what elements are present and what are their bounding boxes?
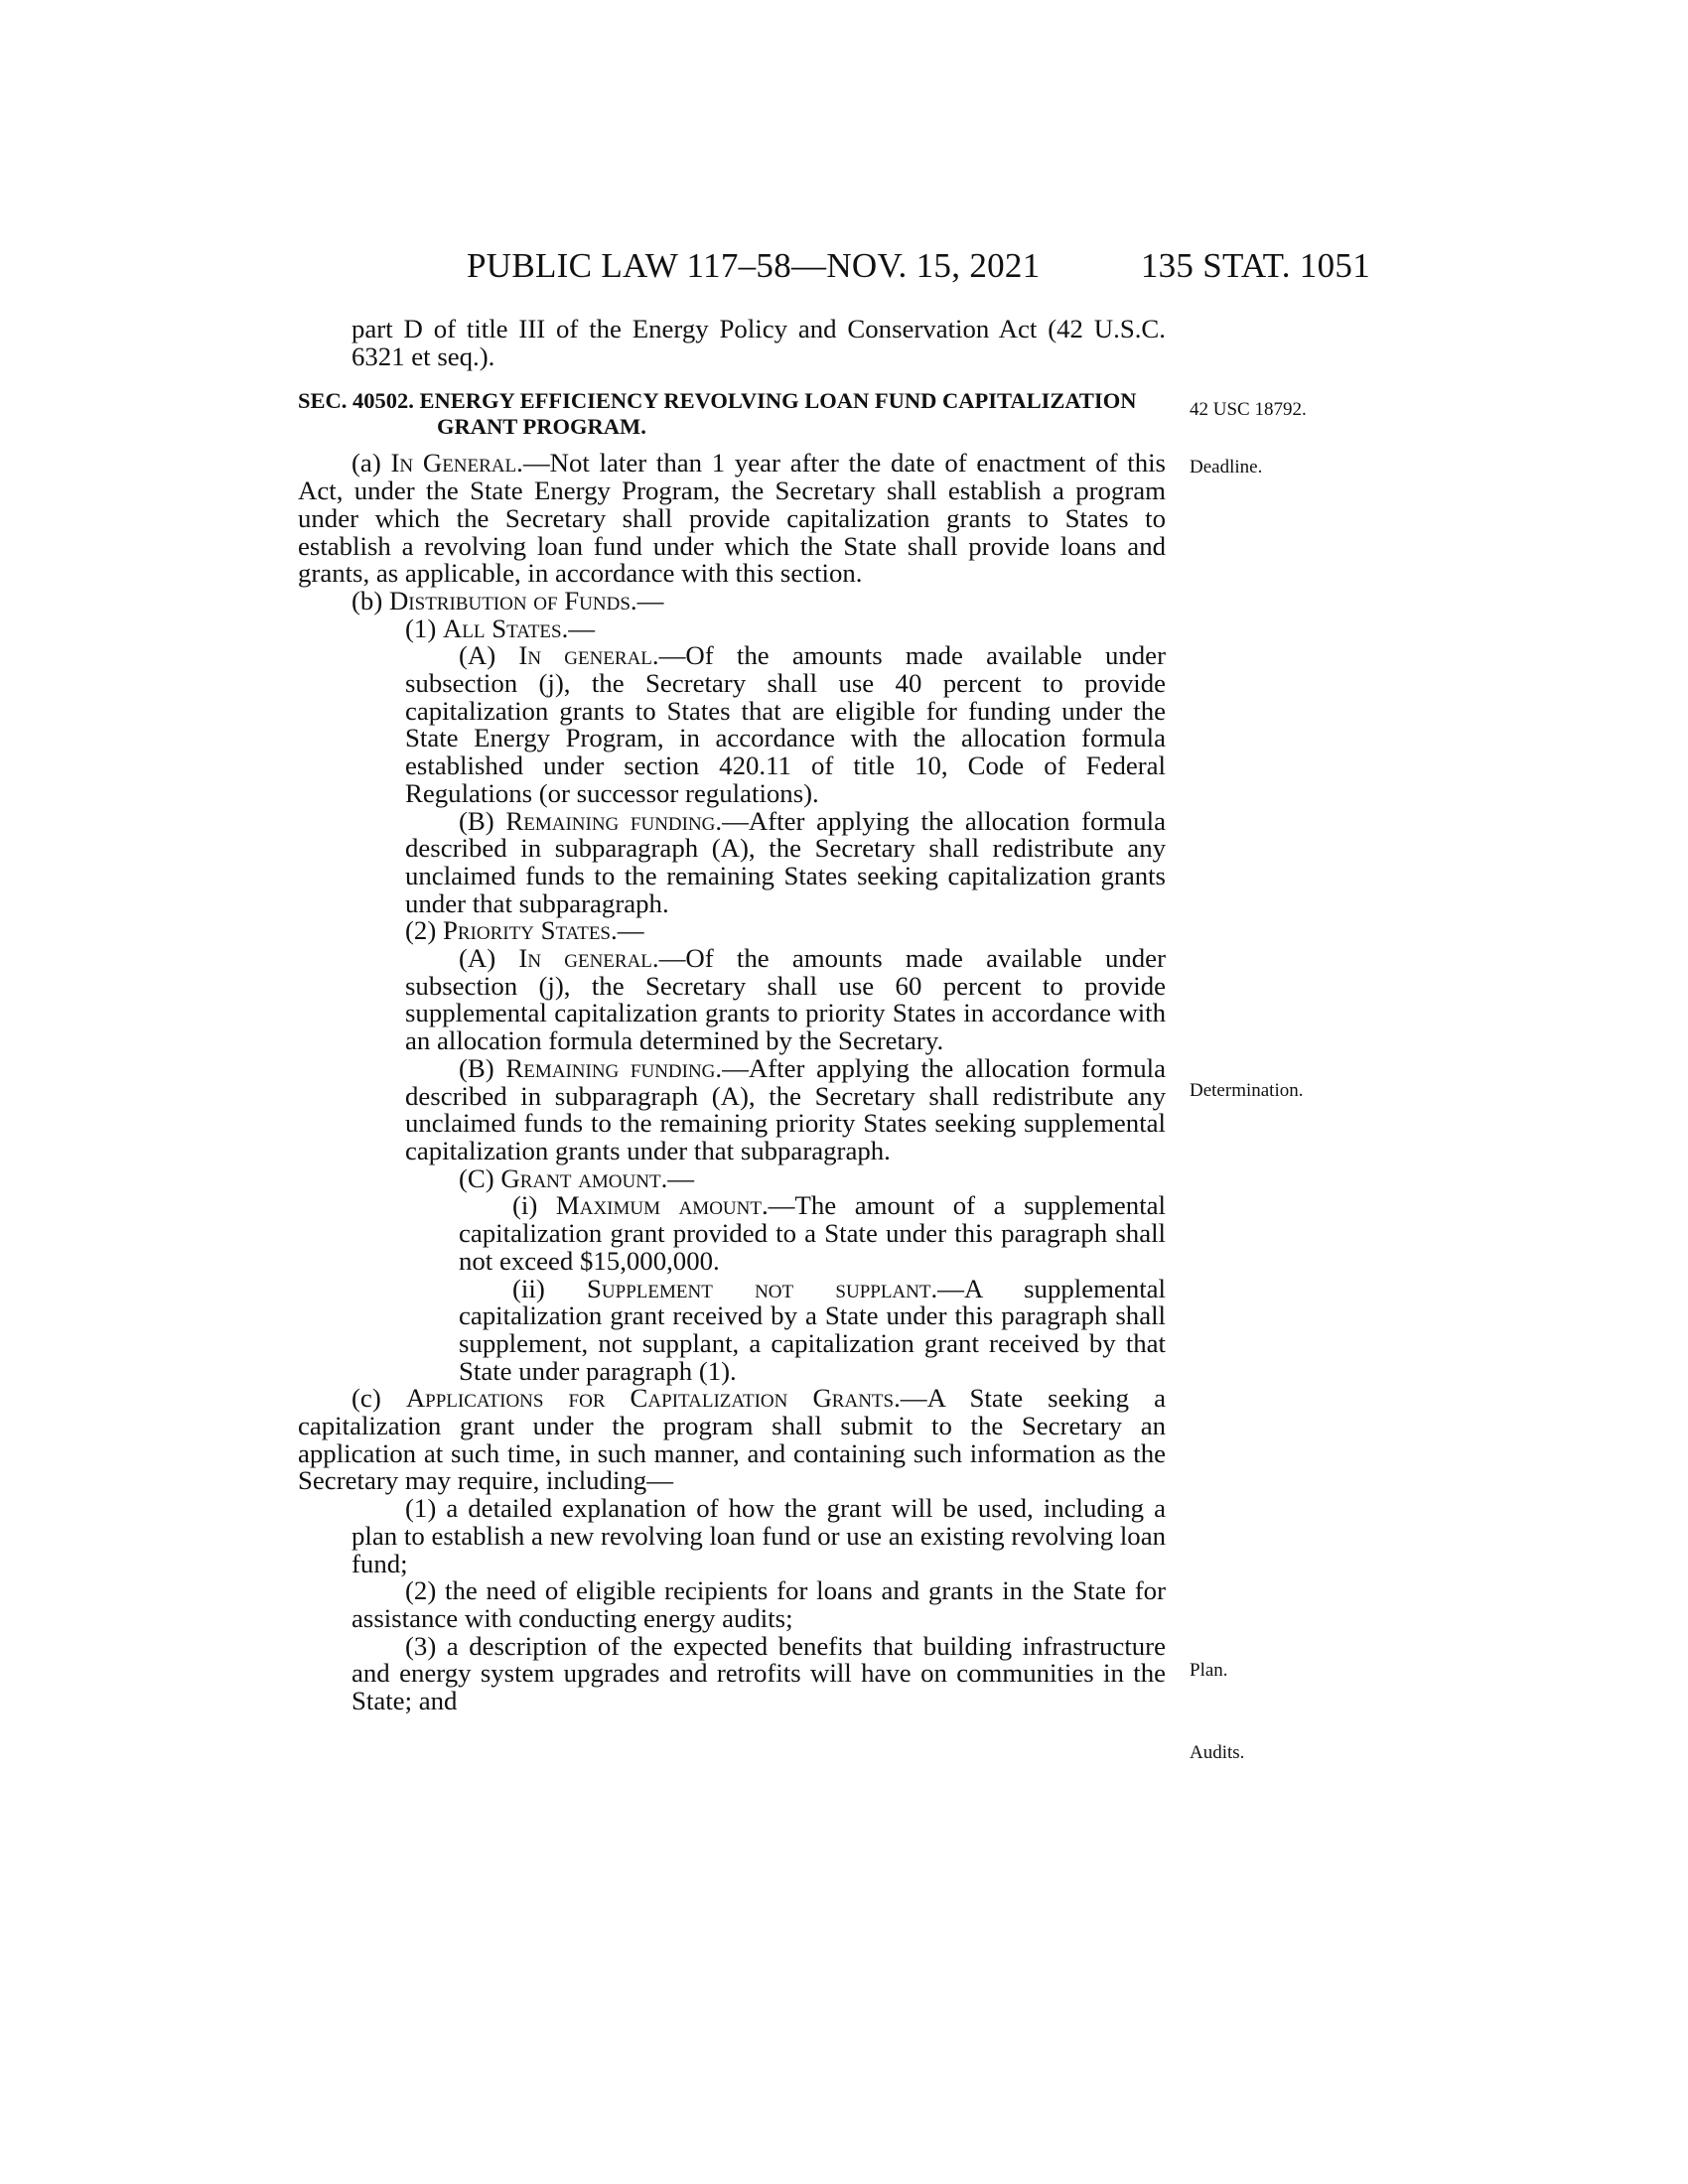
margin-note-plan: Plan. (1190, 1660, 1228, 1681)
subparagraph-b2B: (B) Remaining funding.—After applying the allocation formula described in subparagraph (A), the Secretary shall redistribute any unclaimed funds to the remaining priority States seeking supplemental capitalization grants under that subparagraph. (405, 1052, 1166, 1165)
subparagraph-b2A: (A) In general.—Of the amounts made available under subsection (j), the Secretary shall use 60 percent to provide supplemental capitalization grants to priority States in accordance with an allocation formula determined by the Secretary. (405, 943, 1167, 1056)
running-header (298, 246, 1370, 286)
paragraph-c1: (1) a detailed explanation of how the grant will be used, including a plan to establish a new revolving loan fund or use an existing revolving loan fund; (352, 1493, 1166, 1578)
clause-b2Cii: (ii) Supplement not supplant.—A supplemental capitalization grant received by a State under this paragraph shall supplement, not supplant, a capitalization grant received by that State under paragraph (1). (459, 1273, 1167, 1386)
clause-b2Ci: (i) Maximum amount.—The amount of a supplemental capitalization grant provided to a State under this paragraph shall not exceed $15,000,000. (459, 1190, 1166, 1276)
margin-note-determination: Determination. (1190, 1080, 1304, 1101)
paragraph-b1: (1) All States.— (405, 613, 596, 643)
section-heading: SEC. 40502. ENERGY EFFICIENCY REVOLVING LOAN FUND CAPITALIZATION GRANT PROGRAM. (298, 388, 1137, 440)
subparagraph-b1A: (A) In general.—Of the amounts made available under subsection (j), the Secretary shall use 40 percent to provide capitalization grants to States that are eligible for funding under the State Energy Program, in accordance with the allocation formula established under section 420.11 of title 10, Code of Federal Regulations (or successor regulations). (405, 640, 1167, 808)
subsection-b: (b) Distribution of Funds.— (352, 585, 664, 615)
subsection-a: (a) In General.—Not later than 1 year after the date of enactment of this Act, under the State Energy Program, the Secretary shall establish a program under which the Secretary shall provide capitalization grants to States to establish a revolving loan fund under which the State shall provide loans and grants, as applicable, in accordance with this section. (298, 448, 1166, 589)
paragraph-continuation: part D of title III of the Energy Policy and Conservation Act (42 U.S.C. 6321 et seq.). (352, 314, 1166, 371)
margin-note-deadline: Deadline. (1190, 457, 1263, 478)
margin-note-audits: Audits. (1190, 1742, 1245, 1763)
subsection-c: (c) Applications for Capitalization Grants.—A State seeking a capitalization grant under the program shall submit to the Secretary an application at such time, in such manner, and containing such information as the Secretary may require, including— (298, 1383, 1166, 1496)
public-law-title: PUBLIC LAW 117–58—NOV. 15, 2021 (467, 246, 1041, 285)
subparagraph-b1B: (B) Remaining funding.—After applying the allocation formula described in subparagraph (A), the Secretary shall redistribute any unclaimed funds to the remaining States seeking capitalization grants under that subparagraph. (405, 805, 1166, 918)
paragraph-b2: (2) Priority States.— (405, 915, 644, 946)
statute-text (298, 316, 1166, 1715)
margin-note-usc: 42 USC 18792. (1190, 399, 1307, 420)
subparagraph-b2C: (C) Grant amount.— (459, 1162, 695, 1193)
paragraph-c2: (2) the need of eligible recipients for loans and grants in the State for assistance with conducting energy audits; (352, 1575, 1166, 1633)
paragraph-c3: (3) a description of the expected benefits that building infrastructure and energy system upgrades and retrofits will have on communities in the State; and (352, 1630, 1166, 1716)
stat-page-number: 135 STAT. 1051 (1140, 246, 1370, 285)
